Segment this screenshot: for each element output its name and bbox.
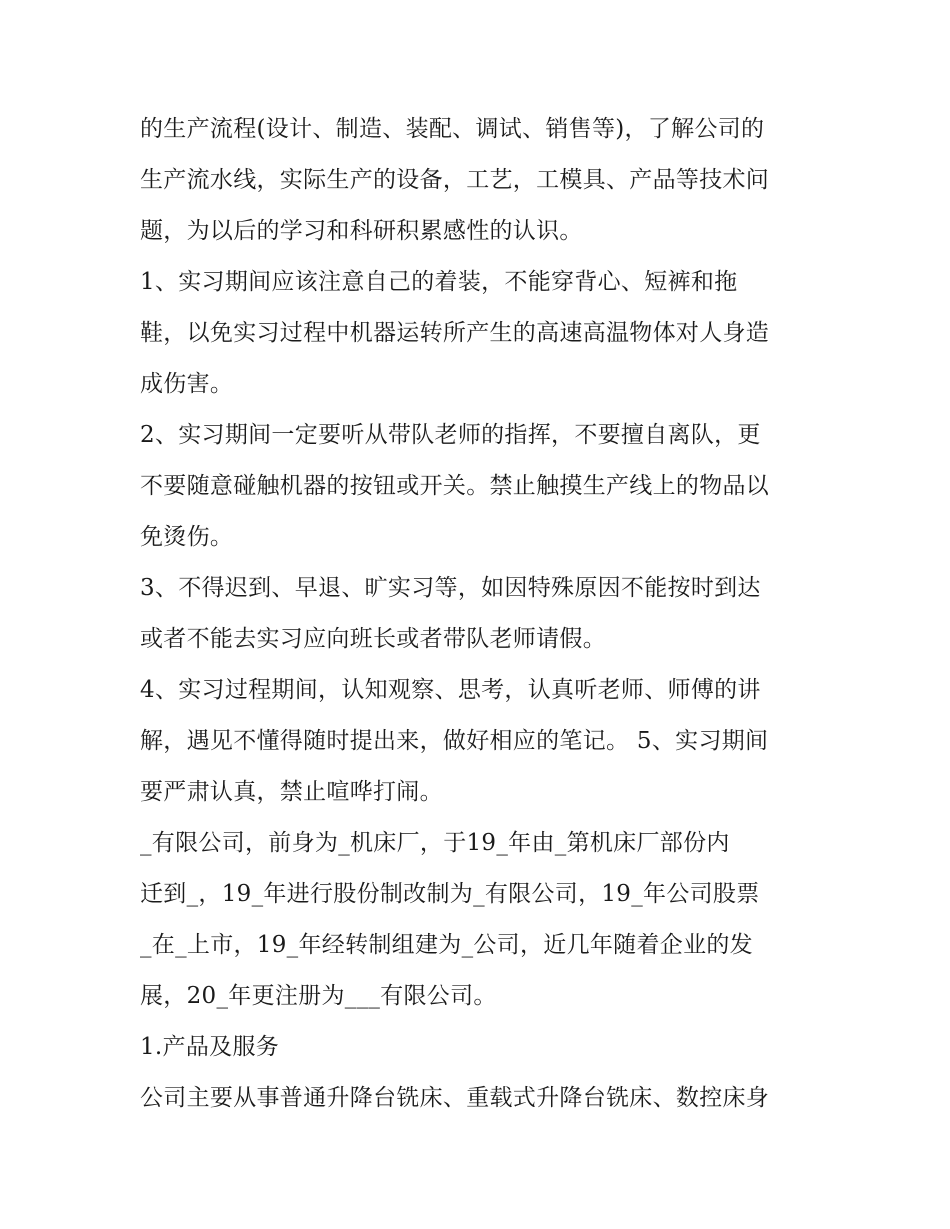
text-line: _在_上市，19_年经转制组建为_公司，近几年随着企业的发 — [140, 932, 753, 958]
text-line: 3、不得迟到、早退、旷实习等，如因特殊原因不能按时到达 — [140, 575, 761, 601]
text-line: 鞋，以免实习过程中机器运转所产生的高速高温物体对人身造 — [140, 320, 770, 346]
text-line: 4、实习过程期间，认知观察、思考，认真听老师、师傅的讲 — [140, 677, 761, 703]
text-line: 不要随意碰触机器的按钮或开关。禁止触摸生产线上的物品以 — [140, 473, 770, 499]
text-line: 2、实习期间一定要听从带队老师的指挥，不要擅自离队，更 — [140, 422, 761, 448]
text-line: 解，遇见不懂得随时提出来，做好相应的笔记。 5、实习期间 — [140, 728, 769, 754]
text-line: 的生产流程(设计、制造、装配、调试、销售等)，了解公司的 — [140, 116, 765, 142]
text-line: 迁到_，19_年进行股份制改制为_有限公司，19_年公司股票 — [140, 881, 760, 907]
document-body — [140, 104, 820, 1124]
text-line: 题，为以后的学习和科研积累感性的认识。 — [140, 218, 583, 244]
text-line: 1、实习期间应该注意自己的着装，不能穿背心、短裤和拖 — [140, 269, 738, 295]
section-heading: 1.产品及服务 — [140, 1034, 280, 1060]
text-line: 要严肃认真，禁止喧哗打闹。 — [140, 779, 443, 805]
text-line: 公司主要从事普通升降台铣床、重载式升降台铣床、数控床身 — [140, 1085, 770, 1111]
text-line: _有限公司，前身为_机床厂，于19_年由_第机床厂部份内 — [140, 830, 730, 856]
text-line: 或者不能去实习应向班长或者带队老师请假。 — [140, 626, 606, 652]
text-line: 成伤害。 — [140, 371, 234, 397]
text-line: 生产流水线，实际生产的设备，工艺，工模具、产品等技术问 — [140, 167, 770, 193]
text-line: 免烫伤。 — [140, 524, 234, 550]
text-line: 展，20_年更注册为___有限公司。 — [140, 983, 497, 1009]
